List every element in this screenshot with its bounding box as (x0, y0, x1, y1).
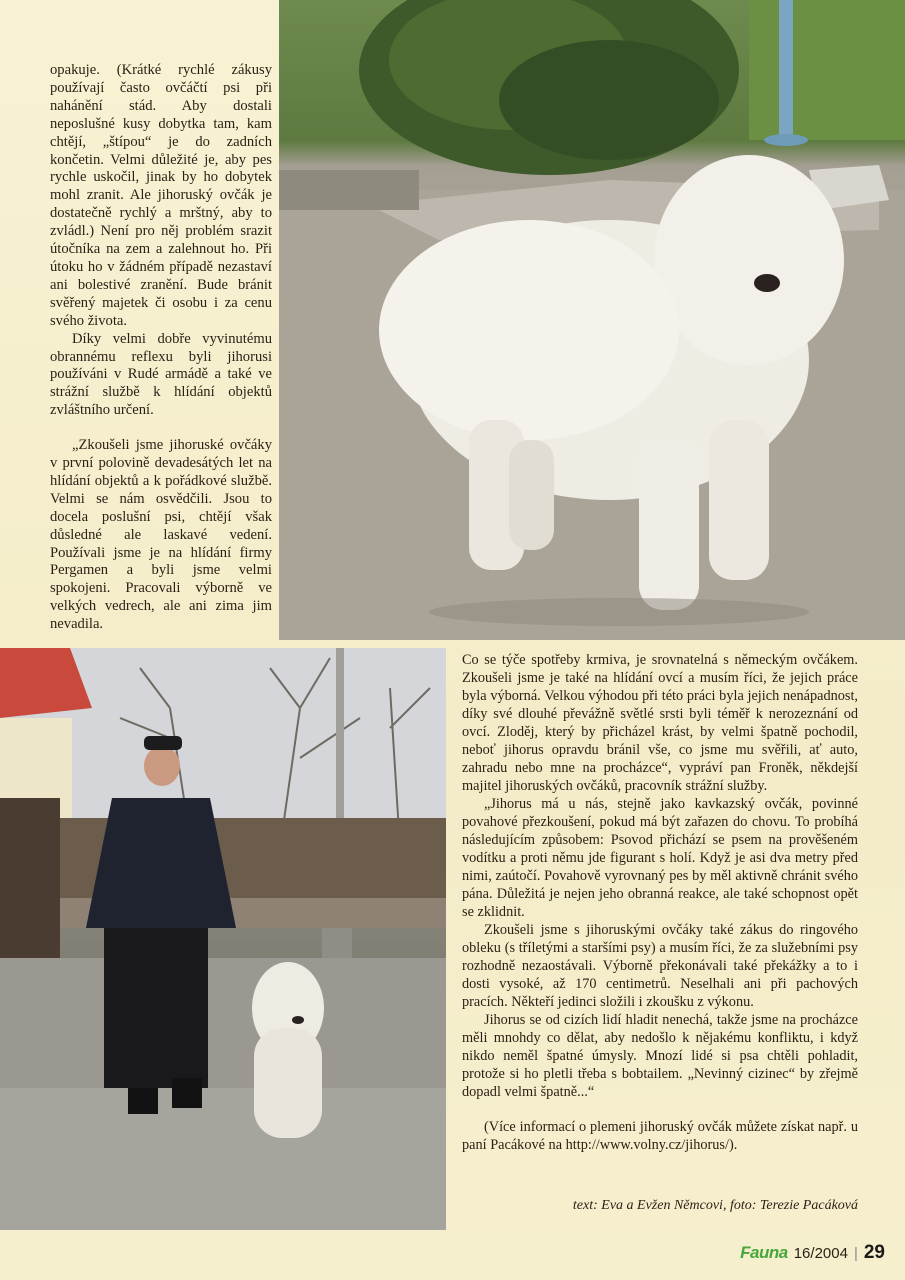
page-number: 29 (863, 1242, 885, 1263)
paragraph: Co se týče spotřeby krmiva, je srovnatelná s německým ovčákem. Zkoušeli jsme je také na hlídání ovcí a musím říci, že jejich práce byla výborná. Velkou výhodou při této práci byla jejich nenápadnost, díky své dlouhé převážně světlé srsti byli téměř k nerozeznání od ovcí. Zloděj, který by přicházel krást, by velmi špatně pochodil, neboť jihorus opravdu bránil vše, co jsme mu svěřili, ať auto, zahradu nebo mne na procházce“, vypráví pan Froněk, někdejší majitel jihoruských ovčáků, pracovník strážní služby. (462, 652, 858, 794)
footer-separator: | (853, 1245, 858, 1262)
right-text-column (462, 651, 858, 1154)
paragraph: „Jihorus má u nás, stejně jako kavkazský ovčák, povinné povahové přezkoušení, pokud má být zařazen do chovu. To probíhá následujícím způsobem: Psovod přichází se psem na prověšeném vodítku a proti němu jde figurant s holí. Když je asi dva metry před nimi, zaútočí. Povahově vyrovnaný pes by měl aktivně chránit svého pána. Důležitá je nejen jeho obranná reakce, ale také schopnost opět se zklidnit. (462, 796, 858, 920)
handler-photo-illustration (0, 648, 446, 1230)
article-credit: text: Eva a Evžen Němcovi, foto: Terezie Pacáková (572, 1198, 858, 1213)
paragraph: Zkoušeli jsme s jihoruskými ovčáky také zákus do ringového obleku (s tříletými a staršími psy) a musím říci, že za služebními psy rozhodně nezaostávali. Výborně překonávali také překážky a to i dosti vysoké, až 170 centimetrů. Neselhali ani při pachových pracích. Někteří jedinci složili i zkoušku z výkonu. (462, 922, 858, 1010)
issue-number: 16/2004 (793, 1245, 848, 1262)
dog-photo-top (279, 0, 905, 640)
magazine-brand: Fauna (740, 1243, 788, 1262)
handler-with-dog-photo (0, 648, 446, 1230)
dog-photo-top-illustration (279, 0, 905, 640)
paragraph-gap (462, 1101, 858, 1118)
paragraph: Díky velmi dobře vyvinutému obrannému reflexu byli jihorusi používáni v Rudé armádě a také ve strážní službě k hlídání objektů zvláštního určení. (50, 330, 272, 419)
paragraph: opakuje. (Krátké rychlé zákusy používají často ovčáčtí psi při nahánění stád. Aby dostali neposlušné kusy dobytka tam, kam chtějí, „štípou“ je do zadních končetin. Velmi důležité je, aby pes rychle uskočil, jinak by ho dobytek mohl zranit. Ale jihoruský ovčák je dostatečně rychlý a mrštný, aby to zvládl.) Není pro něj problém srazit útočníka na zem a zalehnout ho. Při útoku ho v žádném případě nezastaví ani bolestivé zranění. Bude bránit svěřený majetek či osobu i za cenu svého života. (50, 62, 272, 329)
page-footer (740, 1242, 885, 1266)
paragraph-gap (50, 420, 272, 437)
paragraph: Jihorus se od cizích lidí hladit nenechá, takže jsme na procházce měli mnohdy co dělat, aby nedošlo k nějakému konfliktu, i když nikdo neměl špatné úmysly. Mnozí lidé si psa chtěli pohladit, protože si ho pletli třeba s bobtailem. „Nevinný cizinec“ by zřejmě dopadl velmi špatně...“ (462, 1012, 858, 1100)
left-text-column (50, 62, 272, 634)
info-note: (Více informací o plemeni jihoruský ovčák můžete získat např. u paní Pacákové na http://www.volny.cz/jihorus/). (462, 1119, 858, 1153)
paragraph: „Zkoušeli jsme jihoruské ovčáky v první polovině devadesátých let na hlídání objektů a k pořádkové službě. Velmi se nám osvědčili. Jsou to docela poslušní psi, chtějí však důsledné ale laskavé vedení. Používali jsme je na hlídání firmy Pergamen a byli jsme velmi spokojeni. Pracovali výborně ve velkých vedrech, ale ani zima jim nevadila. (50, 437, 272, 633)
